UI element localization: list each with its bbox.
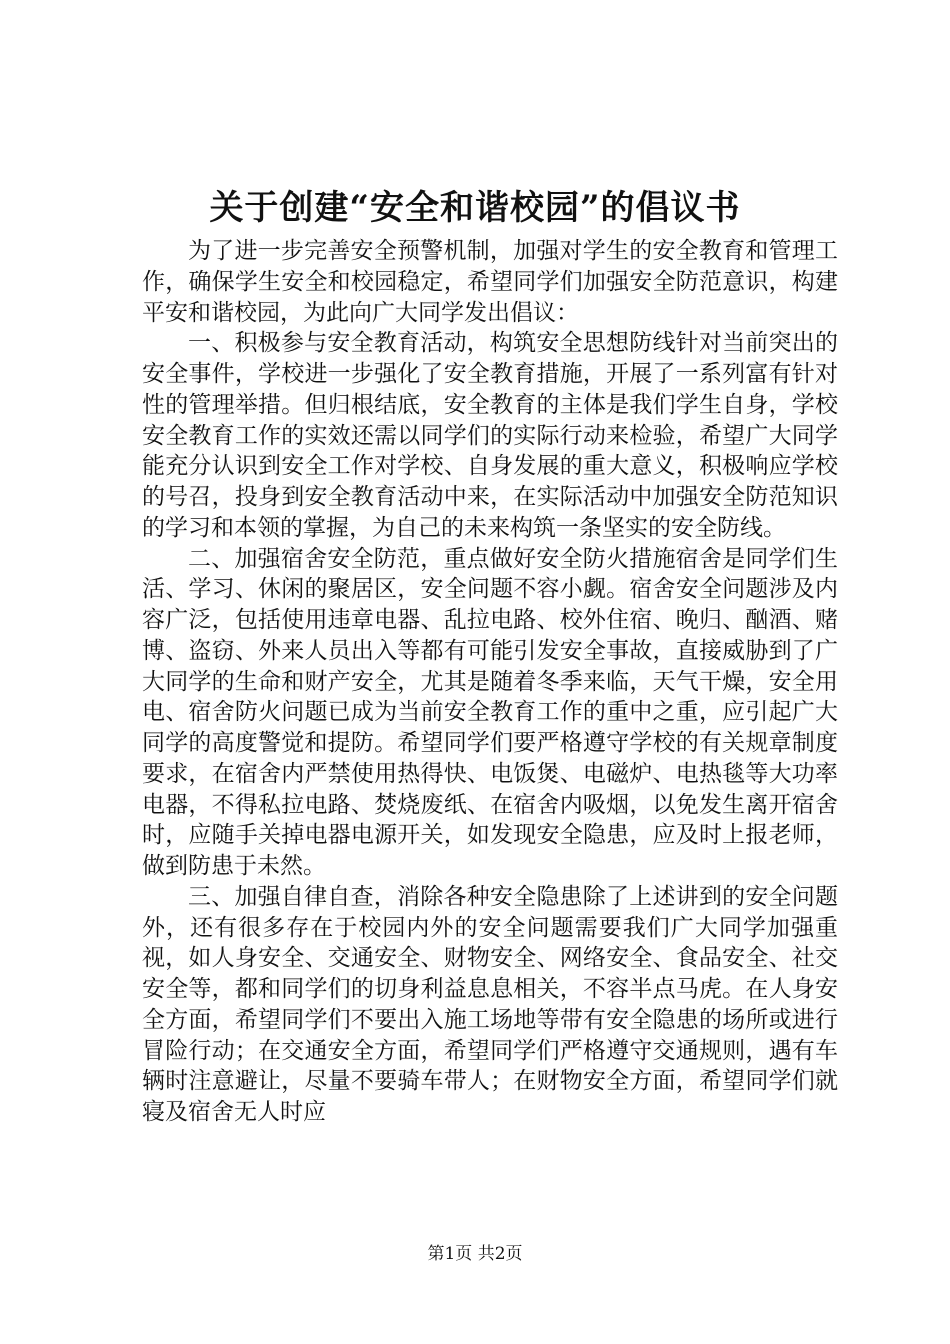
page-number-footer: 第1页 共2页 bbox=[427, 1244, 523, 1264]
document-title: 关于创建“安全和谐校园”的倡议书 bbox=[209, 188, 741, 228]
paragraph-section-2: 二、加强宿舍安全防范，重点做好安全防火措施宿舍是同学们生活、学习、休闲的聚居区，安全问题不容小觑。宿舍安全问题涉及内容广泛，包括使用违章电器、乱拉电路、校外住宿、晚归、酗酒、赌博、盗窃、外来人员出入等都有可能引发安全事故，直接威胁到了广大同学的生命和财产安全，尤其是随着冬季来临，天气干燥，安全用电、宿舍防火问题已成为当前安全教育工作的重中之重，应引起广大同学的高度警觉和提防。希望同学们要严格遵守学校的有关规章制度要求，在宿舍内严禁使用热得快、电饭煲、电磁炉、电热毯等大功率电器，不得私拉电路、焚烧废纸、在宿舍内吸烟，以免发生离开宿舍时，应随手关掉电器电源开关，如发现安全隐患，应及时上报老师，做到防患于未然。 bbox=[142, 545, 838, 879]
document-body bbox=[142, 236, 838, 1128]
paragraph-section-3: 三、加强自律自查，消除各种安全隐患除了上述讲到的安全问题外，还有很多存在于校园内外的安全问题需要我们广大同学加强重视，如人身安全、交通安全、财物安全、网络安全、食品安全、社交安全等，都和同学们的切身利益息息相关，不容半点马虎。在人身安全方面，希望同学们不要出入施工场地等带有安全隐患的场所或进行冒险行动；在交通安全方面，希望同学们严格遵守交通规则，遇有车辆时注意避让，尽量不要骑车带人；在财物安全方面，希望同学们就寝及宿舍无人时应 bbox=[142, 883, 838, 1125]
paragraph-section-1: 一、积极参与安全教育活动，构筑安全思想防线针对当前突出的安全事件，学校进一步强化了安全教育措施，开展了一系列富有针对性的管理举措。但归根结底，安全教育的主体是我们学生自身，学校安全教育工作的实效还需以同学们的实际行动来检验，希望广大同学能充分认识到安全工作对学校、自身发展的重大意义，积极响应学校的号召，投身到安全教育活动中来，在实际活动中加强安全防范知识的学习和本领的掌握，为自己的未来构筑一条坚实的安全防线。 bbox=[142, 330, 838, 541]
paragraph-intro: 为了进一步完善安全预警机制，加强对学生的安全教育和管理工作，确保学生安全和校园稳定，希望同学们加强安全防范意识，构建平安和谐校园，为此向广大同学发出倡议： bbox=[142, 238, 838, 326]
